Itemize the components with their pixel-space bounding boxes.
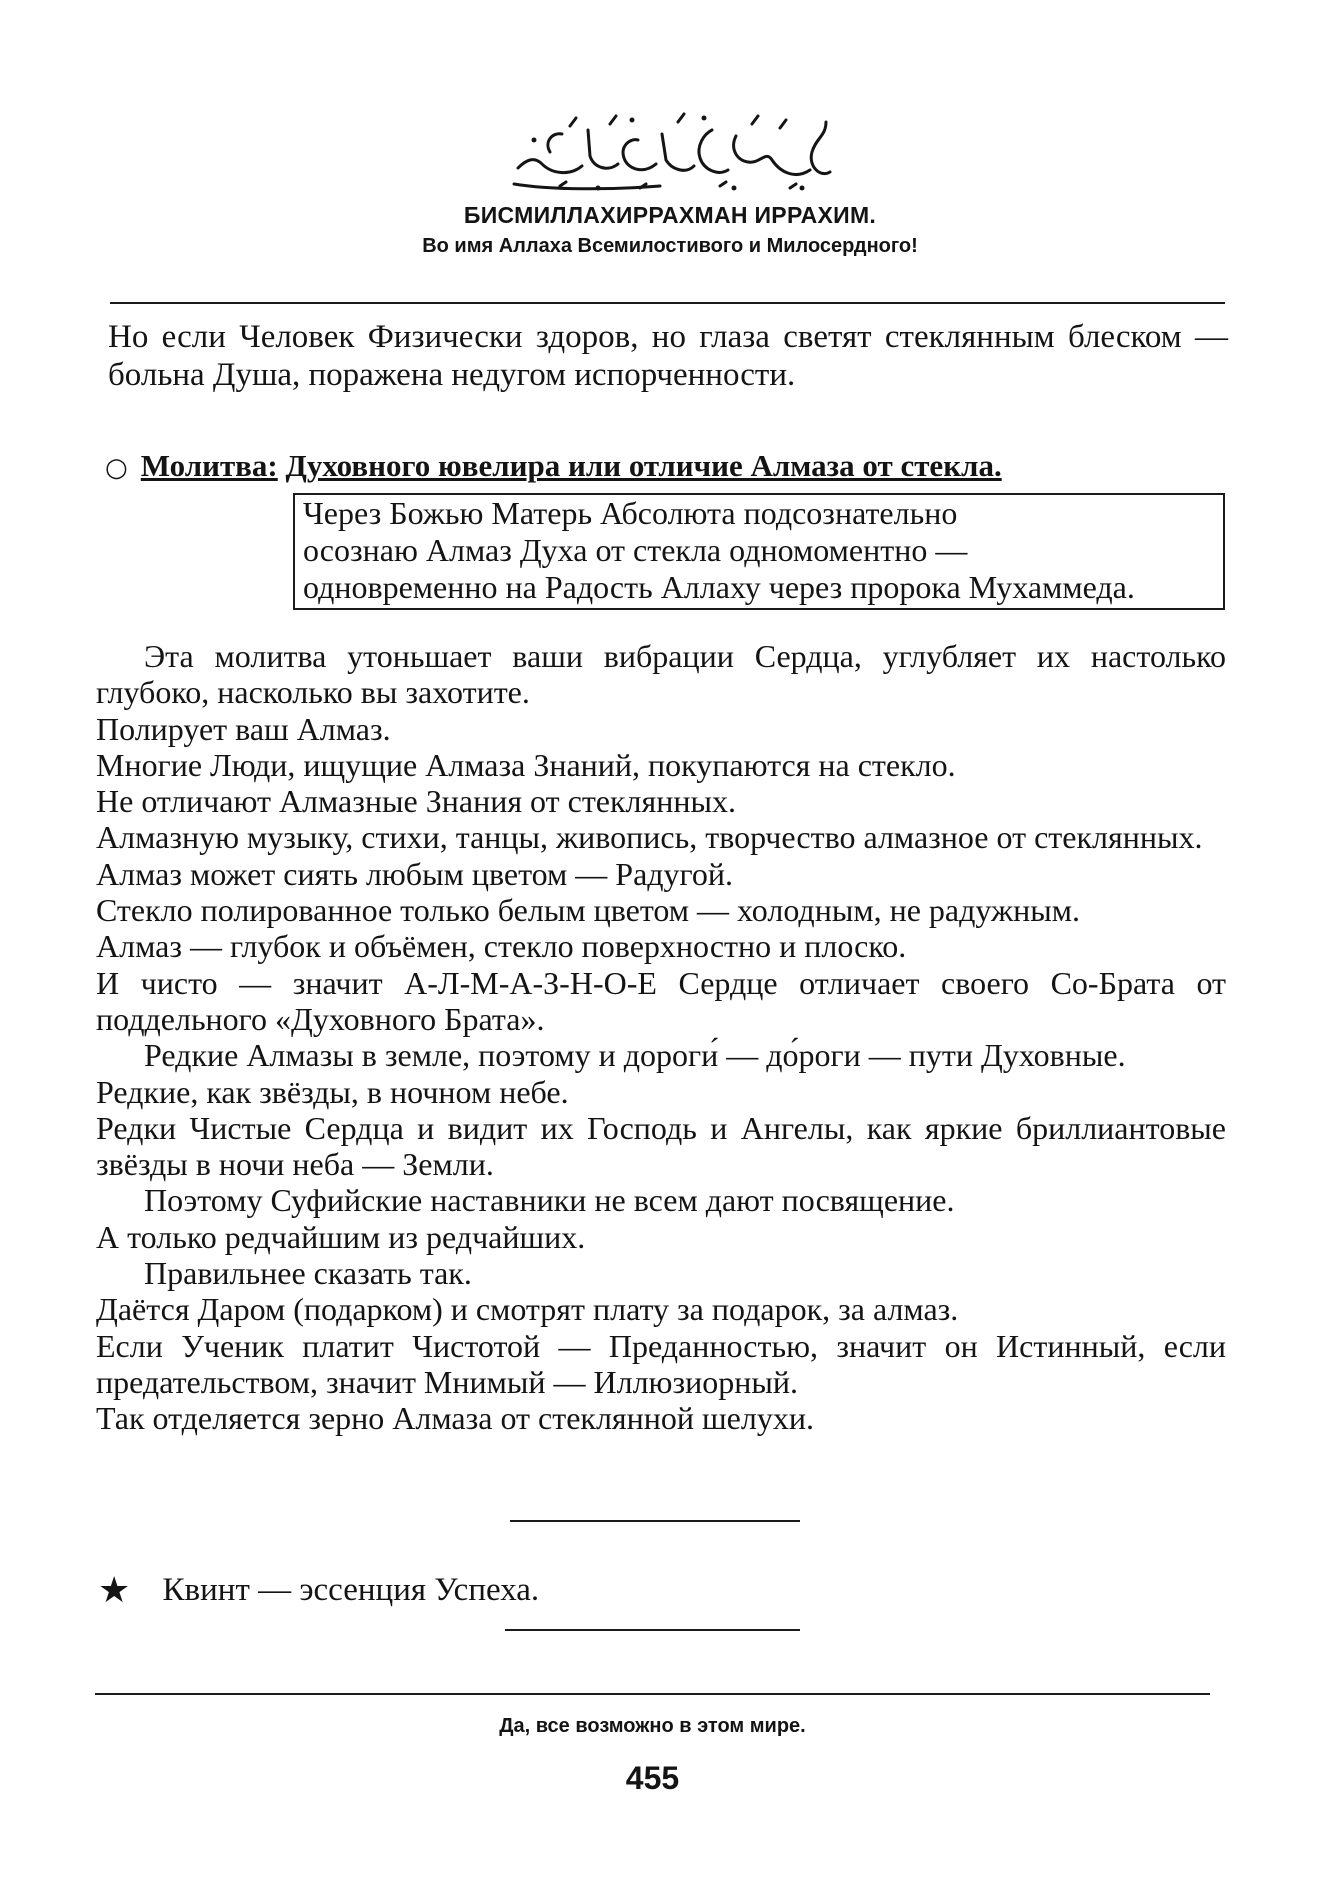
body-paragraph: Эта молитва утоньшает ваши вибрации Сердца, углубляет их настолько глубоко, насколько вы захотите. [96, 638, 1226, 711]
body-paragraph: Алмазную музыку, стихи, танцы, живопись, творчество алмазное от стеклянных. [96, 819, 1203, 856]
basmala-calligraphy-icon [490, 100, 850, 196]
body-paragraph: Так отделяется зерно Алмаза от стеклянной шелухи. [96, 1400, 814, 1437]
body-paragraph: Многие Люди, ищущие Алмаза Знаний, покупаются на стекло. [96, 746, 956, 783]
prayer-text-box [293, 493, 1225, 610]
footer-text: Да, все возможно в этом мире. [499, 1715, 806, 1737]
prayer-line: осознаю Алмаз Духа от стекла одномоментно — [303, 532, 968, 568]
body-paragraph: Правильнее сказать так. [144, 1255, 472, 1292]
body-paragraph: И чисто — значит А-Л-М-А-З-Н-О-Е Сердце отличает своего Со-Брата от поддельного «Духовного Брата». [96, 964, 1226, 1037]
body-paragraph: А только редчайшим из редчайших. [96, 1218, 586, 1255]
prayer-line: Через Божью Матерь Абсолюта подсознательно [303, 495, 958, 531]
body-paragraph: Редкие, как звёзды, в ночном небе. [96, 1073, 569, 1110]
body-paragraph: Поэтому Суфийские наставники не всем дают посвящение. [144, 1182, 955, 1219]
body-paragraph: Алмаз может сиять любым цветом — Радугой. [96, 855, 733, 892]
header-title: БИСМИЛЛАХИРРАХМАН ИРРАХИМ. [463, 202, 877, 228]
section-divider [510, 1520, 800, 1522]
footer-divider [95, 1693, 1210, 1695]
body-paragraph: Редки Чистые Сердца и видит их Господь и Ангелы, как яркие бриллиантовые звёзды в ночи неба — Земли. [96, 1109, 1226, 1183]
body-paragraph: Даётся Даром (подарком) и смотрят плату за подарок, за алмаз. [96, 1291, 959, 1328]
prayer-label: Молитва: [140, 448, 278, 483]
star-icon: ★ [98, 1570, 131, 1611]
body-paragraph: Алмаз — глубок и объёмен, стекло поверхностно и плоско. [96, 928, 907, 965]
body-paragraph: Полирует ваш Алмаз. [96, 710, 391, 747]
page-number: 455 [625, 1760, 680, 1796]
page-header [110, 100, 1230, 258]
body-paragraph: Редкие Алмазы в земле, поэтому и дороги́ — до́роги — пути Духовные. [144, 1037, 1126, 1074]
body-paragraph: Не отличают Алмазные Знания от стеклянных. [96, 783, 736, 820]
body-paragraph: Если Ученик платит Чистотой — Преданностью, значит он Истинный, если предательством, значит Мнимый — Иллюзиорный. [96, 1327, 1226, 1400]
header-subtitle: Во имя Аллаха Всемилостивого и Милосердного! [422, 235, 918, 257]
intro-paragraph: Но если Человек Физически здоров, но глаза светят стеклянным блеском —больна Душа, поражена недугом испорченности. [108, 319, 1228, 393]
star-note [98, 1570, 539, 1611]
bullet-icon: ○ [105, 453, 128, 483]
body-text [96, 638, 1226, 1437]
prayer-heading [105, 448, 1235, 484]
prayer-title: Духовного ювелира или отличие Алмаза от стекла. [285, 448, 1002, 483]
star-note-text: Квинт — эссенция Успеха. [162, 1572, 540, 1608]
body-paragraph: Стекло полированное только белым цветом — холодным, не радужным. [96, 892, 1080, 929]
prayer-line: одновременно на Радость Аллаху через пророка Мухаммеда. [303, 569, 1135, 605]
header-divider [110, 302, 1225, 304]
section-divider [505, 1629, 800, 1631]
